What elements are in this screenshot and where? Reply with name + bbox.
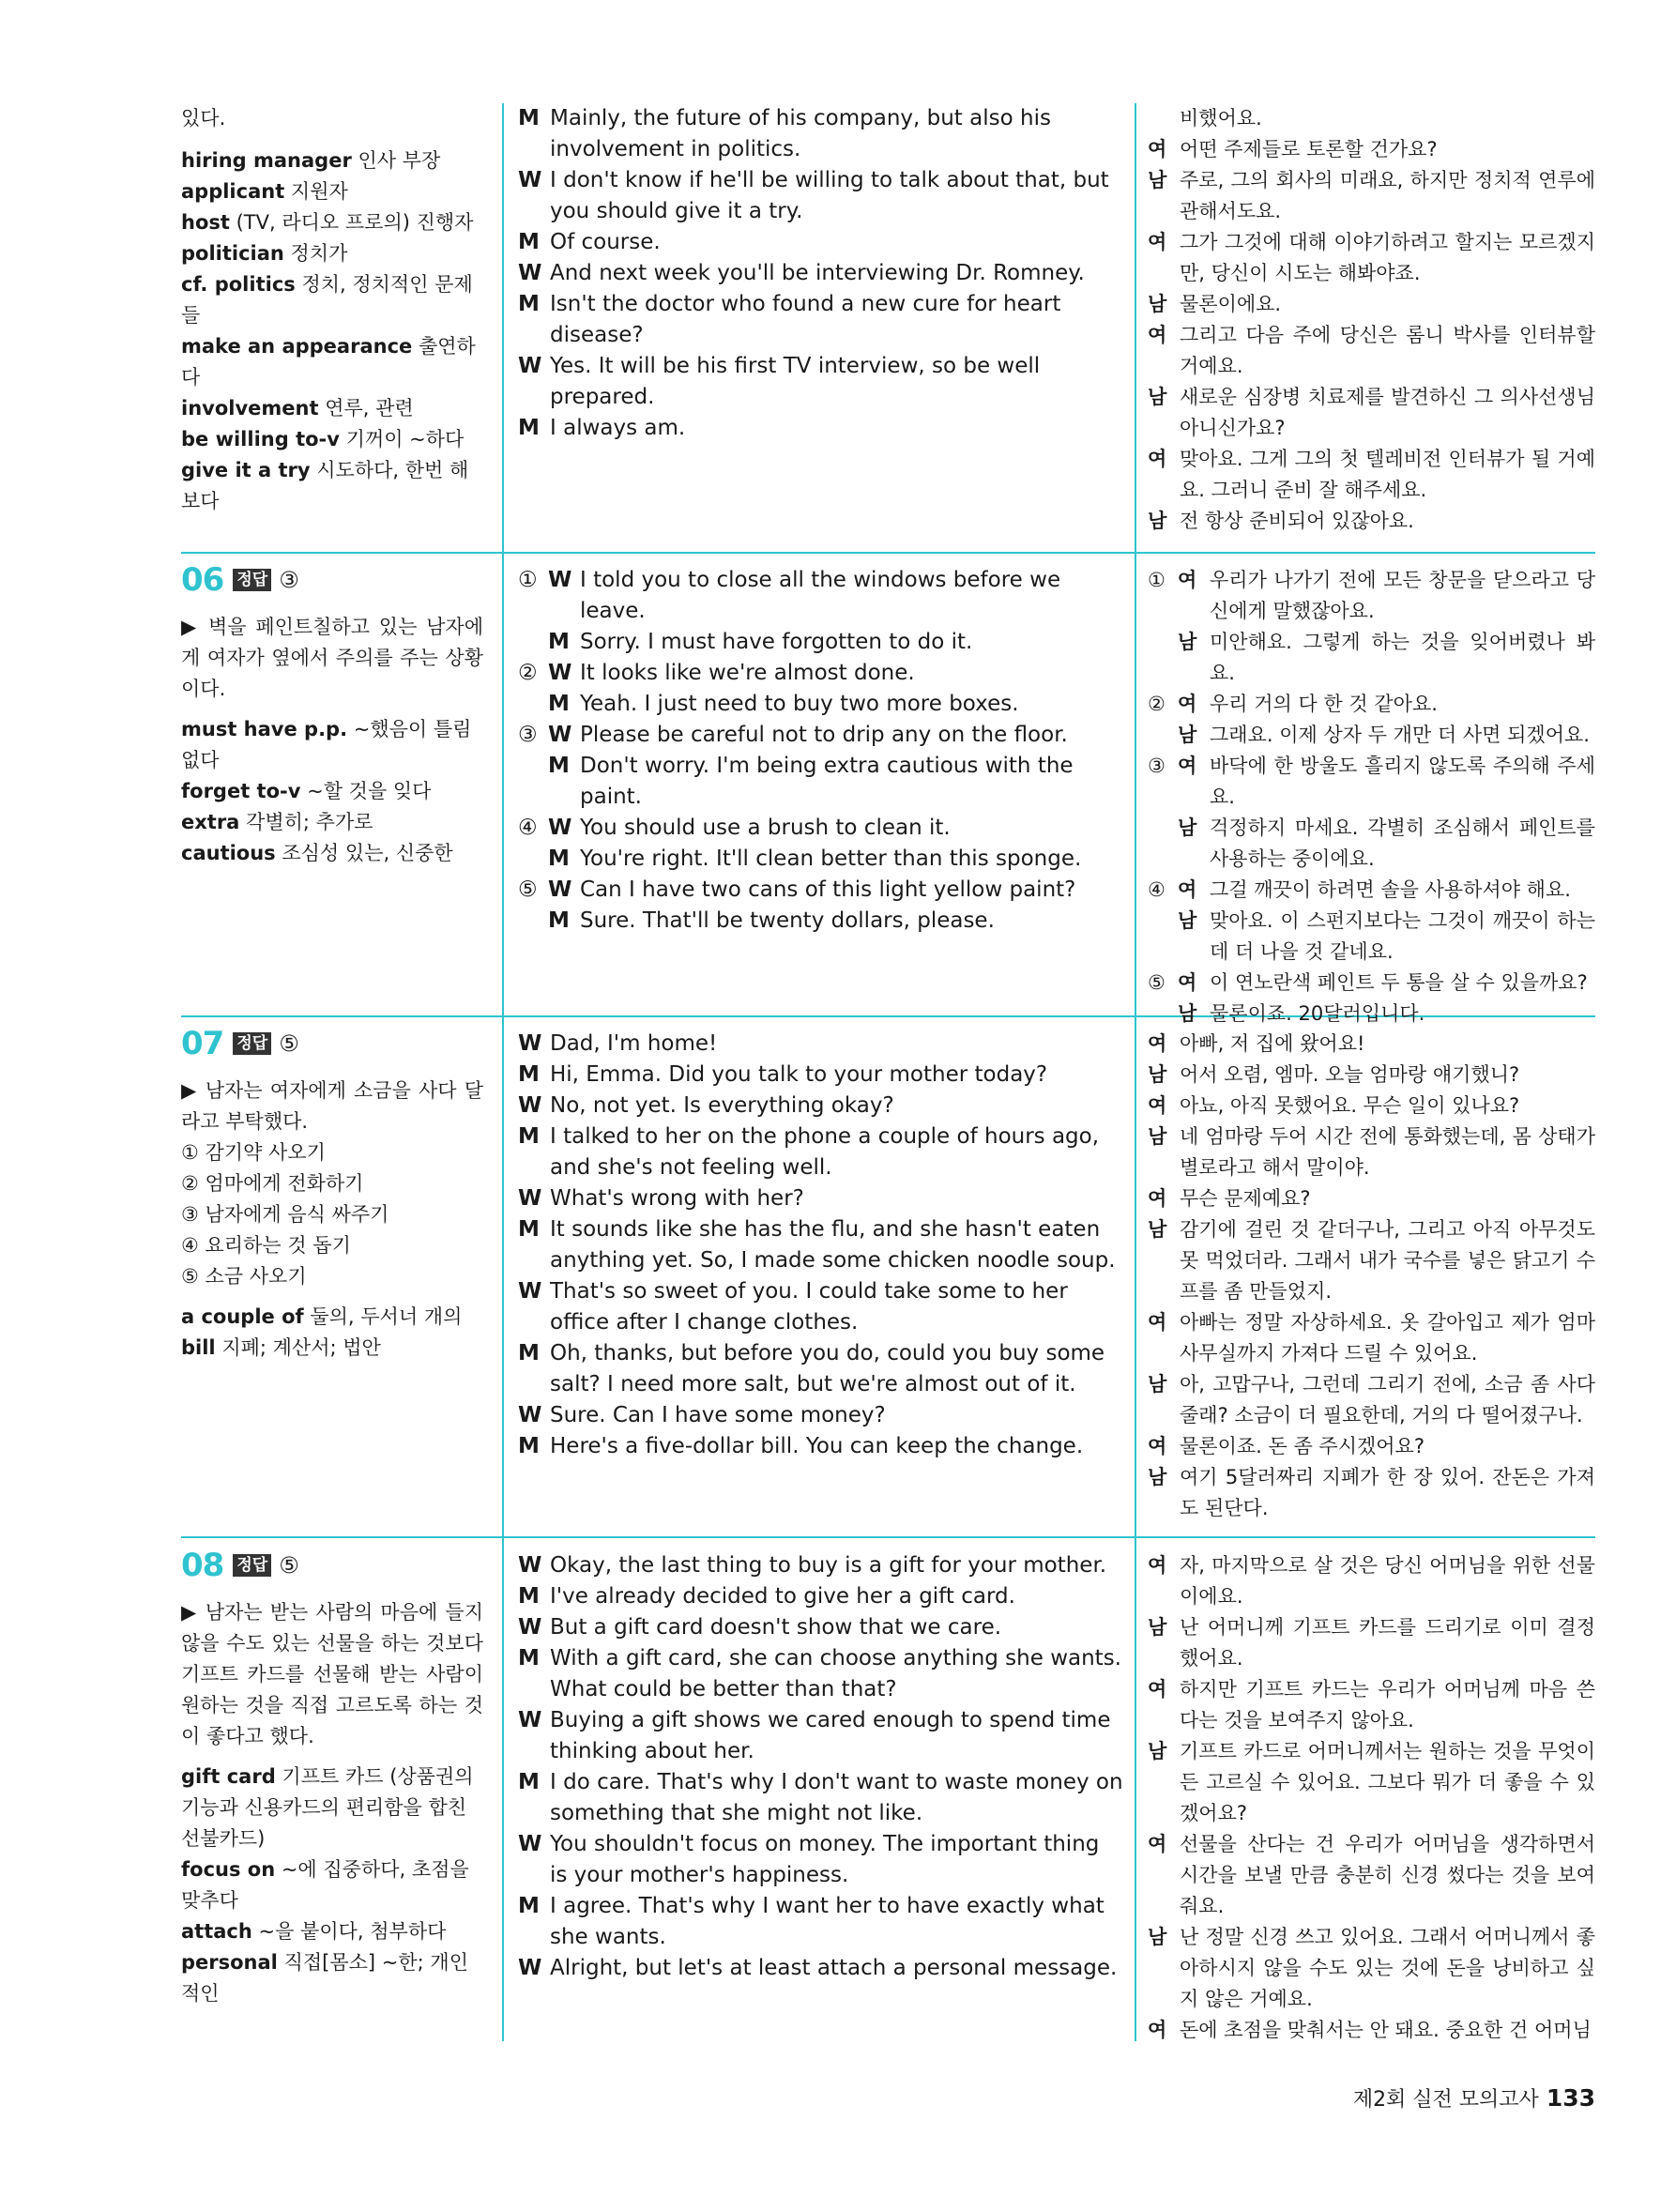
translation-line: 남 걱정하지 마세요. 각별히 조심해서 페인트를 사용하는 중이에요. [1178,816,1595,870]
top-left-notes [181,103,483,517]
vocab-item: politician 정치가 [181,242,348,265]
translation-line: 여 무슨 문제예요? [1148,1187,1311,1210]
question-number: 08 [181,1546,224,1584]
translation-line: 남 맞아요. 이 스펀지보다는 그것이 깨끗이 하는 데 더 나을 것 같네요. [1178,909,1595,963]
vocab-item: make an appearance 출연하다 [181,335,476,389]
translation-line: 남 기프트 카드로 어머니께서는 원하는 것을 무엇이든 고르실 수 있어요. 그보다 뭐가 더 좋을 수 있겠어요? [1148,1740,1595,1824]
dialogue-line: W And next week you'll be interviewing Dr. Romney. [518,261,1085,285]
page-footer [1353,2083,1595,2113]
q08-dialogue-ko [1148,1550,1595,2046]
q07-dialogue-en [518,1029,1123,1462]
q06-dialogue-ko [1148,565,1595,1030]
dialogue-line: M With a gift card, she can choose anything she wants. What could be better than that? [518,1646,1121,1701]
explanation: ▶ 남자는 여자에게 소금을 사다 달라고 부탁했다. [181,1079,483,1133]
top-dialogue-en [518,103,1123,444]
vocab-item: forget to-v ~할 것을 잊다 [181,780,432,802]
q07-dialogue-ko [1148,1029,1595,1524]
question-number: 06 [181,560,224,599]
vocab-item: personal 직접[몸소] ~한; 개인적인 [181,1951,468,2005]
translation-line: 여 자, 마지막으로 살 것은 당신 어머님을 위한 선물이에요. [1148,1554,1595,1608]
translation-line: 여 아빠는 정말 자상하세요. 옷 갈아입고 제가 엄마 사무실까지 가져다 드릴 수 있어요. [1148,1311,1595,1365]
translation-line: 여 그리고 다음 주에 당신은 롬니 박사를 인터뷰할 거예요. [1148,324,1595,377]
translation-line: 남 주로, 그의 회사의 미래요, 하지만 정치적 연루에 관해서도요. [1148,169,1595,222]
translation-line: 남 난 정말 신경 쓰고 있어요. 그래서 어머니께서 좋아하시지 않을 수도 있는 것에 돈을 낭비하고 싶지 않은 거예요. [1148,1926,1595,2010]
question-header [181,561,483,599]
vocab-item: must have p.p. ~했음이 틀림없다 [181,718,472,771]
dialogue-line: W No, not yet. Is everything okay? [518,1093,894,1118]
translation-line: 남 네 엄마랑 두어 시간 전에 통화했는데, 몸 상태가 별로라고 해서 말이야. [1148,1125,1595,1179]
vocab-item: extra 각별히; 추가로 [181,811,373,833]
dialogue-line: W You shouldn't focus on money. The important thing is your mother's happiness. [518,1832,1100,1887]
vocab-item: a couple of 둘의, 두서너 개의 [181,1305,463,1328]
column-divider-right [1135,103,1136,2041]
translation-line: 남 어서 오렴, 엠마. 오늘 엄마랑 얘기했니? [1148,1063,1520,1086]
question-header [181,1547,483,1584]
q07-notes [181,1025,483,1364]
dialogue-line: M Here's a five-dollar bill. You can keep the change. [518,1434,1084,1458]
page-number: 133 [1546,2084,1595,2112]
translation-line: 남 물론이죠. 20달러입니다. [1178,1002,1425,1025]
choice-item: ④ 요리하는 것 돕기 [181,1234,351,1257]
q06-dialogue-en [518,565,1123,937]
translation-line: 남 새로운 심장병 치료제를 발견하신 그 의사선생님 아니신가요? [1148,386,1595,439]
dialogue-line: W That's so sweet of you. I could take some to her office after I change clothes. [518,1279,1068,1335]
dialogue-line: M Don't worry. I'm being extra cautious with the paint. [548,754,1074,809]
translation-line: 여 그가 그것에 대해 이야기하려고 할지는 모르겠지만, 당신이 시도는 해봐야죠. [1148,231,1595,284]
vocab-item: involvement 연루, 관련 [181,397,414,420]
dialogue-line: W What's wrong with her? [518,1186,804,1211]
translation-line: 남 아, 고맙구나, 그런데 그리기 전에, 소금 좀 사다 줄래? 소금이 더 필요한데, 거의 다 떨어졌구나. [1148,1373,1595,1426]
vocab-item: host (TV, 라디오 프로의) 진행자 [181,211,474,234]
translation-line: 여 선물을 산다는 건 우리가 어머님을 생각하면서 시간을 보낼 만큼 충분히 신경 썼다는 것을 보여줘요. [1148,1833,1595,1917]
column-divider-left [502,103,504,2041]
dialogue-line: M Mainly, the future of his company, but also his involvement in politics. [518,106,1051,161]
explanation: ▶ 벽을 페인트칠하고 있는 남자에게 여자가 옆에서 주의를 주는 상황이다. [181,616,483,700]
explanation: ▶ 남자는 받는 사람의 마음에 들지 않을 수도 있는 선물을 하는 것보다 기프트 카드를 선물해 받는 사람이 원하는 것을 직접 고르도록 하는 것이 좋다고 했다. [181,1601,483,1747]
choice-item: ① 감기약 사오기 [181,1141,326,1164]
section-divider-08 [181,1536,1595,1538]
dialogue-line: W But a gift card doesn't show that we care. [518,1615,1002,1640]
section-divider-06 [181,552,1595,554]
translation-line: 비했어요. [1180,107,1262,130]
answer-badge: 정답 [233,1554,271,1577]
dialogue-line: ② W It looks like we're almost done. [518,661,915,685]
translation-line: 여 아뇨, 아직 못했어요. 무슨 일이 있나요? [1148,1094,1520,1117]
question-header [181,1025,483,1062]
choice-item: ⑤ 소금 사오기 [181,1265,307,1288]
vocab-item: attach ~을 붙이다, 첨부하다 [181,1920,447,1943]
dialogue-line: M I talked to her on the phone a couple of hours ago, and she's not feeling well. [518,1124,1100,1180]
translation-line: 여 하지만 기프트 카드는 우리가 어머님께 마음 쓴다는 것을 보여주지 않아요. [1148,1678,1595,1731]
dialogue-line: M I always am. [518,416,686,440]
vocab-item: applicant 지원자 [181,180,348,203]
translation-line: 남 그래요. 이제 상자 두 개만 더 사면 되겠어요. [1178,724,1590,746]
answer-badge: 정답 [233,1032,271,1055]
vocab-list [181,145,483,517]
answer-badge: 정답 [233,569,271,591]
translation-line: ① 여 우리가 나가기 전에 모든 창문을 닫으라고 당신에게 말했잖아요. [1148,569,1595,622]
translation-line: 여 아빠, 저 집에 왔어요! [1148,1032,1365,1055]
dialogue-line: ① W I told you to close all the windows before we leave. [518,568,1061,623]
section-label: 제2회 실전 모의고사 [1352,2088,1539,2112]
translation-line: 여 맞아요. 그게 그의 첫 텔레비전 인터뷰가 될 거예요. 그러니 준비 잘 해주세요. [1148,448,1595,501]
dialogue-line: W Alright, but let's at least attach a personal message. [518,1956,1118,1980]
translation-line: ② 여 우리 거의 다 한 것 같아요. [1148,693,1438,715]
vocab-item: bill 지폐; 계산서; 법안 [181,1336,381,1359]
translation-line: 남 감기에 걸린 것 같더구나, 그리고 아직 아무것도 못 먹었더라. 그래서 내가 국수를 넣은 닭고기 수프를 좀 만들었지. [1148,1218,1595,1303]
translation-line: 여 어떤 주제들로 토론할 건가요? [1148,138,1438,160]
dialogue-line: W Sure. Can I have some money? [518,1403,886,1427]
vocab-item: focus on ~에 집중하다, 초점을 맞추다 [181,1858,469,1912]
vocab-item: gift card 기프트 카드 (상품권의 기능과 신용카드의 편리함을 합친 선불카드) [181,1765,474,1850]
choice-item: ② 엄마에게 전화하기 [181,1172,364,1195]
dialogue-line: M I do care. That's why I don't want to waste money on something that she might not like. [518,1770,1123,1825]
dialogue-line: W Okay, the last thing to buy is a gift for your mother. [518,1553,1107,1578]
dialogue-line: ③ W Please be careful not to drip any on the floor. [518,723,1068,747]
translation-line: 남 전 항상 준비되어 있잖아요. [1148,510,1414,532]
continued-text: 있다. [181,107,226,130]
dialogue-line: M It sounds like she has the flu, and she hasn't eaten anything yet. So, I made some chicken noodle soup. [518,1217,1116,1273]
dialogue-line: M I've already decided to give her a gift card. [518,1584,1015,1609]
vocab-item: cautious 조심성 있는, 신중한 [181,842,453,864]
dialogue-line: W Dad, I'm home! [518,1031,718,1056]
answer-choice: ⑤ [279,1030,299,1057]
dialogue-line: M Yeah. I just need to buy two more boxes. [548,692,1019,716]
dialogue-line: ④ W You should use a brush to clean it. [518,816,951,840]
question-number: 07 [181,1024,224,1062]
vocab-item: be willing to-v 기꺼이 ~하다 [181,428,465,450]
dialogue-line: M Sure. That'll be twenty dollars, please. [548,908,995,933]
vocab-item: cf. politics 정치, 정치적인 문제들 [181,273,473,327]
dialogue-line: M I agree. That's why I want her to have exactly what she wants. [518,1894,1105,1949]
dialogue-line: M You're right. It'll clean better than this sponge. [548,847,1082,871]
dialogue-line: M Oh, thanks, but before you do, could you buy some salt? I need more salt, but we're almost out of it. [518,1341,1105,1396]
translation-line: 여 물론이죠. 돈 좀 주시겠어요? [1148,1435,1425,1457]
dialogue-line: W Buying a gift shows we cared enough to spend time thinking about her. [518,1708,1111,1763]
dialogue-line: ⑤ W Can I have two cans of this light yellow paint? [518,877,1076,902]
q06-notes [181,561,483,869]
dialogue-line: W Yes. It will be his first TV interview, so be well prepared. [518,354,1041,409]
vocab-item: give it a try 시도하다, 한번 해보다 [181,459,469,512]
top-dialogue-ko [1148,103,1595,537]
translation-line: ④ 여 그걸 깨끗이 하려면 솔을 사용하셔야 해요. [1148,878,1571,901]
dialogue-line: W I don't know if he'll be willing to talk about that, but you should give it a try. [518,168,1109,223]
vocab-item: hiring manager 인사 부장 [181,149,441,172]
q08-notes [181,1547,483,2009]
answer-choice: ⑤ [279,1551,299,1579]
choice-item: ③ 남자에게 음식 싸주기 [181,1203,389,1226]
translation-line: 여 돈에 초점을 맞춰서는 안 돼요. 중요한 건 어머님 [1148,2019,1592,2041]
q08-dialogue-en [518,1550,1123,1984]
translation-line: 남 난 어머니께 기프트 카드를 드리기로 이미 결정했어요. [1148,1616,1595,1670]
translation-line: 남 여기 5달러짜리 지폐가 한 장 있어. 잔돈은 가져도 된단다. [1148,1466,1595,1519]
dialogue-line: M Hi, Emma. Did you talk to your mother today? [518,1062,1048,1087]
translation-line: 남 물론이에요. [1148,293,1282,315]
translation-line: 남 미안해요. 그렇게 하는 것을 잊어버렸나 봐요. [1178,631,1595,684]
dialogue-line: M Of course. [518,230,661,254]
translation-line: ③ 여 바닥에 한 방울도 흘리지 않도록 주의해 주세요. [1148,755,1595,808]
dialogue-line: M Sorry. I must have forgotten to do it. [548,630,973,654]
answer-choice: ③ [279,566,299,593]
translation-line: ⑤ 여 이 연노란색 페인트 두 통을 살 수 있을까요? [1148,971,1588,994]
dialogue-line: M Isn't the doctor who found a new cure for heart disease? [518,292,1061,347]
